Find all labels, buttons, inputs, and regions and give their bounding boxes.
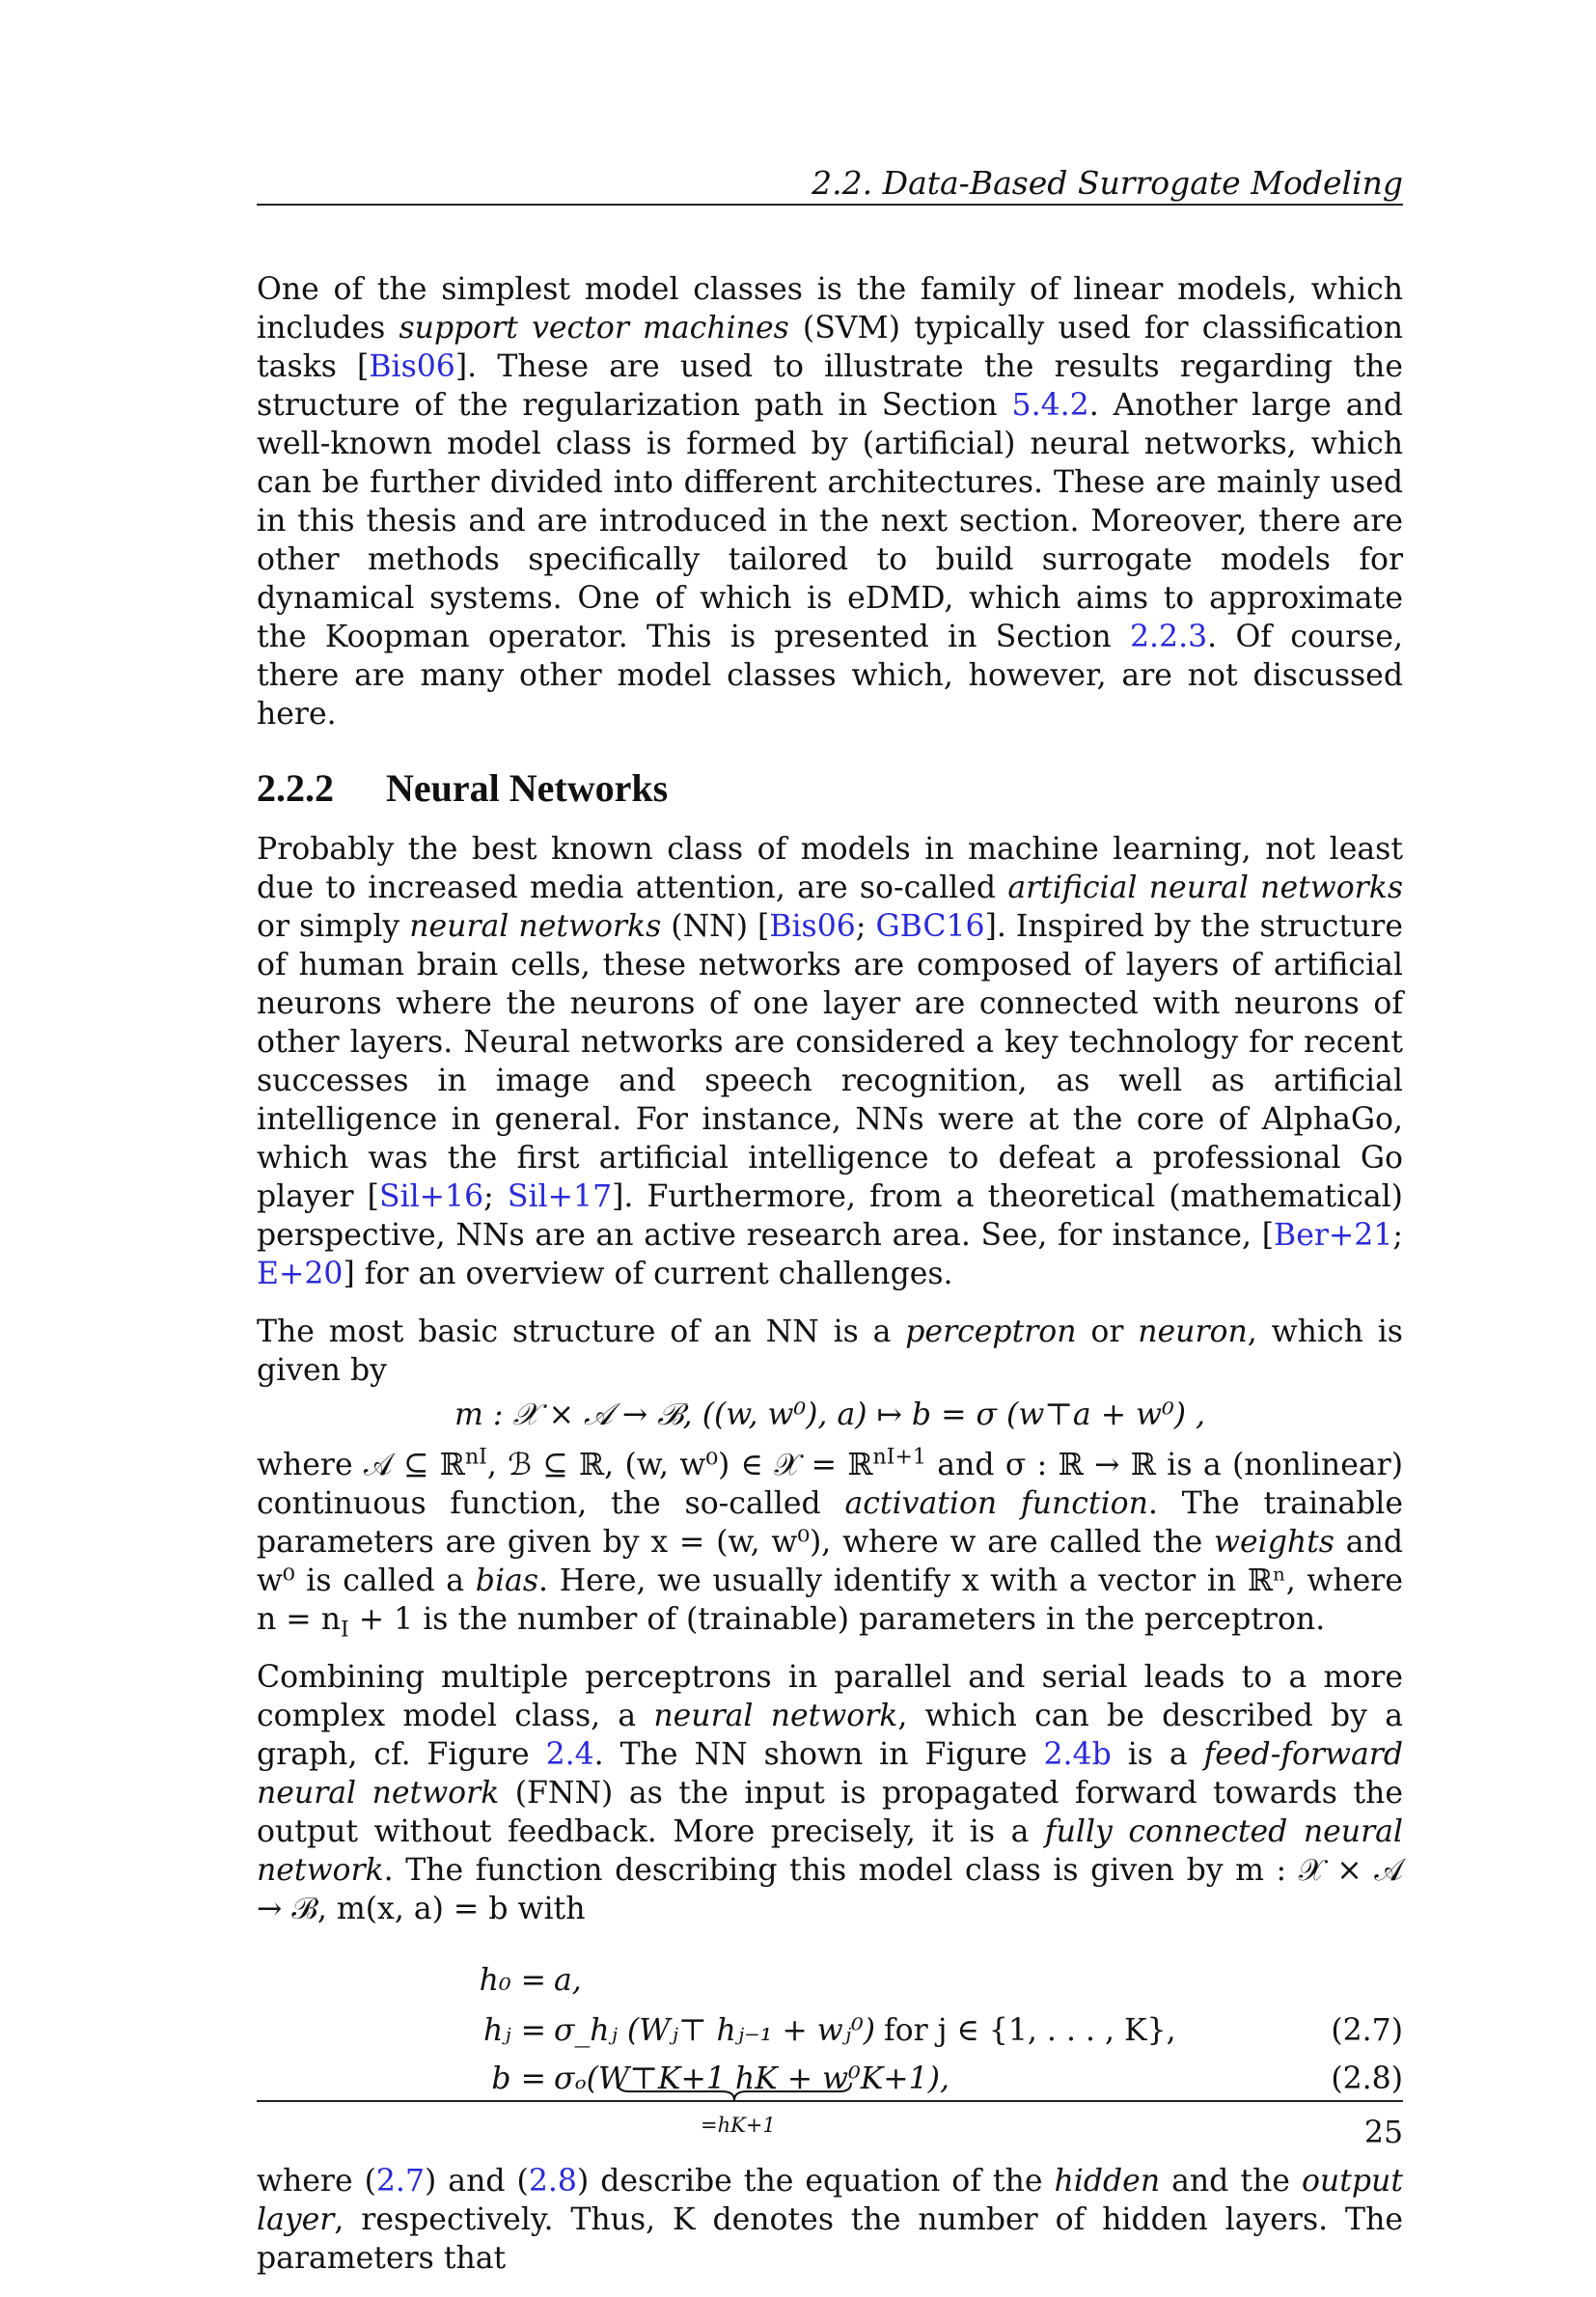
text: and w⁰ is called a [257, 1525, 1404, 1598]
page-number: 25 [1363, 2116, 1403, 2150]
equation-link[interactable]: 2.7 [375, 2164, 425, 2199]
text: , ℬ ⊆ ℝ, (w, w⁰) ∈ 𝒳 = ℝ [486, 1448, 873, 1482]
text: (NN) [ [661, 909, 770, 944]
equation-line [257, 2011, 1403, 2050]
emphasis: bias [475, 1564, 538, 1598]
emphasis: support vector machines [399, 311, 789, 346]
text: + 1 is the number of (trainable) parameters in the perceptron. [348, 1602, 1326, 1637]
header-rule [257, 204, 1403, 206]
text: , which can be described by a graph, cf. Figure [257, 1699, 1403, 1772]
emphasis: perceptron [905, 1315, 1077, 1349]
equation-condition: for j ∈ {1, . . . , K}, [884, 2013, 1176, 2048]
text: . The function describing this model class is given by m : 𝒳 × 𝒜 → ℬ, m(x, a) = b with [257, 1853, 1403, 1926]
text: ]. Inspired by the structure of human brain cells, these networks are composed of layers of artificial neurons where the neurons of one layer are connected with neurons of other layers. Neural networks are considered a key technology for recent successes in image and speech recognition, as well as artificial intelligence in general. For instance, NNs were at the core of AlphaGo, which was the first artificial intelligence to defeat a professional Go player [ [257, 909, 1404, 1214]
underbrace-label: =hK+1 [701, 2114, 776, 2137]
paragraph-fnn [257, 1658, 1403, 1928]
superscript: nI+1 [872, 1445, 926, 1470]
section-title: Neural Networks [386, 766, 669, 810]
text: One of the simplest model classes is the family of linear models, which includes [257, 272, 1403, 346]
figure-link[interactable]: 2.4 [545, 1737, 594, 1772]
section-link[interactable]: 2.2.3 [1129, 620, 1208, 654]
citation-link[interactable]: Sil+17 [507, 1179, 613, 1214]
emphasis: activation function [844, 1486, 1148, 1521]
equation-rhs: σₒ(W⊤K+1 hK + w⁰K+1), [554, 2062, 950, 2096]
text: where ( [257, 2164, 376, 2199]
body-text [257, 270, 1403, 2297]
citation-link[interactable]: Sil+16 [378, 1179, 484, 1214]
text: ]. These are used to illustrate the results regarding the structure of the regularization path in Section [257, 349, 1403, 423]
equation-lhs: b = [491, 2062, 546, 2096]
text: . The trainable parameters are given by x = (w, w⁰), where w are called the [257, 1486, 1404, 1560]
text: . Of course, there are many other model classes which, however, are not discussed here. [257, 620, 1403, 732]
text: ; [483, 1179, 508, 1214]
footer-rule [257, 2100, 1403, 2102]
text: Combining multiple perceptrons in parallel and serial leads to a more complex model class, a [257, 1660, 1403, 1733]
text: where 𝒜 ⊆ ℝ [257, 1448, 465, 1482]
text: The most basic structure of an NN is a [257, 1315, 906, 1349]
text: . Here, we usually identify x with a vector in ℝⁿ, where n = n [257, 1564, 1403, 1637]
citation-link[interactable]: Ber+21 [1274, 1218, 1393, 1253]
equation-link[interactable]: 2.8 [528, 2164, 577, 2199]
section-heading [257, 766, 1403, 811]
text: is a [1111, 1737, 1204, 1772]
equation-lhs: hⱼ = [482, 2013, 546, 2048]
text: . Another large and well-known model class is formed by (artificial) neural networks, which can be further divided into different architectures. These are mainly used in this thesis and are introduced in the next section. Moreover, there are other methods specifically tailored to build surrogate models for dynamical systems. One of which is eDMD, which aims to approximate the Koopman operator. This is presented in Section [257, 388, 1403, 654]
citation-link[interactable]: GBC16 [875, 909, 985, 944]
equation-rhs: a, [554, 1963, 582, 1998]
emphasis: output layer [257, 2164, 1403, 2237]
emphasis: artificial neural networks [1007, 871, 1403, 905]
citation-link[interactable]: Bis06 [769, 909, 856, 944]
citation-link[interactable]: Bis06 [369, 349, 455, 384]
text: ] for an overview of current challenges. [343, 1257, 953, 1291]
equation-number: (2.8) [1331, 2062, 1403, 2096]
running-head: 2.2. Data-Based Surrogate Modeling [812, 164, 1403, 202]
text: , respectively. Thus, K denotes the number of hidden layers. The parameters that [257, 2202, 1403, 2276]
emphasis: neural networks [409, 909, 662, 944]
equation-lhs: h₀ = [479, 1963, 546, 1998]
equation-line [257, 1961, 1403, 2000]
paragraph-neural-networks [257, 830, 1403, 1293]
subscript: I [341, 1618, 349, 1643]
text: ]. Furthermore, from a theoretical (mathematical) perspective, NNs are an active research area. See, for instance, [ [257, 1179, 1403, 1253]
emphasis: hidden [1054, 2164, 1161, 2199]
emphasis: neural network [653, 1699, 898, 1733]
text: or simply [257, 909, 410, 944]
emphasis: fully connected neural network [257, 1814, 1403, 1888]
text: and the [1160, 2164, 1302, 2199]
text: ; [1392, 1218, 1403, 1253]
equation-number: (2.7) [1331, 2013, 1403, 2048]
text: ) and ( [425, 2164, 529, 2199]
paragraph-hidden-output [257, 2162, 1403, 2278]
paragraph-activation [257, 1445, 1404, 1643]
text: Probably the best known class of models in machine learning, not least due to increased media attention, are so-called [257, 832, 1403, 905]
superscript: nI [464, 1445, 487, 1470]
text: (SVM) typically used for classification tasks [ [257, 311, 1404, 384]
emphasis: neuron [1138, 1315, 1248, 1349]
text: and σ : ℝ → ℝ is a (nonlinear) continuous function, the so-called [257, 1448, 1403, 1521]
paragraph-linear-models [257, 270, 1403, 733]
emphasis: weights [1214, 1525, 1335, 1560]
text: ; [855, 909, 876, 944]
emphasis: feed-forward neural network [257, 1737, 1404, 1811]
equation-perceptron: m : 𝒳 × 𝒜 → ℬ, ((w, w⁰), a) ↦ b = σ (w⊤a + w⁰) , [454, 1398, 1206, 1432]
text: . The NN shown in Figure [593, 1737, 1044, 1772]
section-link[interactable]: 5.4.2 [1011, 388, 1089, 423]
text: or [1076, 1315, 1139, 1349]
figure-link[interactable]: 2.4b [1043, 1737, 1112, 1772]
equation-block-fnn [257, 1942, 1403, 2143]
section-number: 2.2.2 [257, 766, 334, 810]
text: , which is given by [257, 1315, 1403, 1388]
equation-rhs: σ_hⱼ (Wⱼ⊤ hⱼ₋₁ + wⱼ⁰) [554, 2013, 875, 2048]
underbrace-icon [616, 2081, 853, 2102]
paragraph-perceptron [257, 1313, 1403, 1390]
text: (FNN) as the input is propagated forward towards the output without feedback. More precisely, it is a [257, 1776, 1403, 1849]
citation-link[interactable]: E+20 [257, 1257, 344, 1291]
text: ) describe the equation of the [576, 2164, 1055, 2199]
